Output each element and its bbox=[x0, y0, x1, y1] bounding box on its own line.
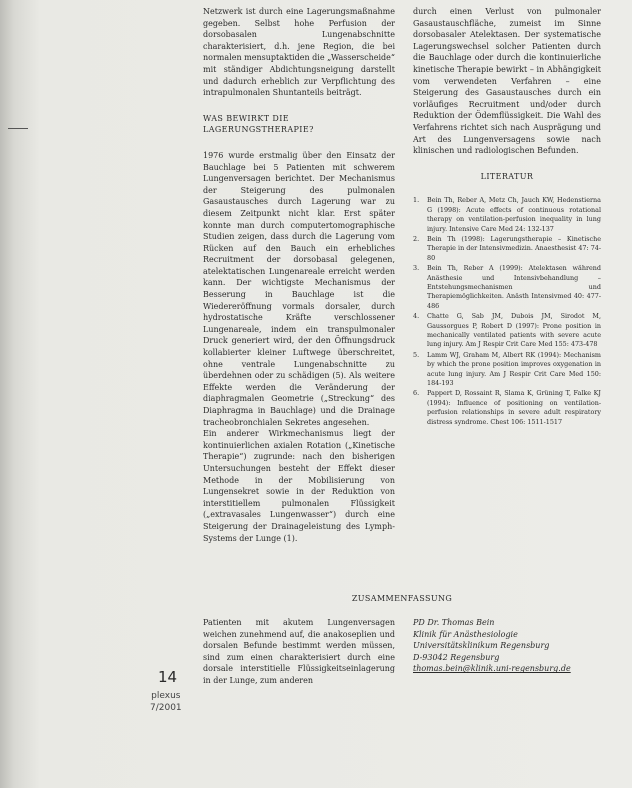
summary-heading: ZUSAMMENFASSUNG bbox=[351, 594, 453, 603]
reference-number: 5. bbox=[413, 350, 420, 359]
journal-footer bbox=[150, 690, 182, 714]
reference-list bbox=[413, 196, 601, 427]
reference-text: Lamm WJ, Graham M, Albert RK (1994): Mechanism by which the prone position improves oxygenation in acute lung injury. Am J Respir Crit Care Med 150: 184-193 bbox=[427, 350, 601, 388]
reference-number: 2. bbox=[413, 234, 420, 243]
author-address-line: Klinik für Anästhesiologie bbox=[413, 629, 518, 639]
gutter-mark bbox=[8, 128, 28, 129]
section-heading-lagerungstherapie: WAS BEWIRKT DIE LAGERUNGSTHERAPIE? bbox=[203, 113, 314, 135]
reference-text: Bein Th (1998): Lagerungstherapie – Kinetische Therapie in der Intensivmedizin. Anaesthesist 47: 74-80 bbox=[427, 234, 601, 262]
left-intro-paragraph: Netzwerk ist durch eine Lagerungsmaßnahme gegeben. Selbst hohe Perfusion der dorsobasalen Lungenabschnitte charakterisiert, d.h. jene Region, die bei normalen mensuptaktiden die „Wasserscheide“ mit ständiger Abdichtungsneigung darstellt und dadurch erheblich zur Verpflichtung des intrapulmonalen Shuntanteils beiträgt. bbox=[203, 7, 396, 98]
left-body-paragraph-2: Ein anderer Wirkmechanismus liegt der kontinuierlichen axialen Rotation („Kinetische Therapie“) zugrunde: nach den bisherigen Untersuchungen besteht der Effekt dieser Methode in der Mobilisierung von Lungensekret sowie in der Reduktion von interstitiellem pulmonalen Flüssigkeit („extravasales Lungenwasser“) durch eine Steigerung der Drainageleistung des Lymph-Systems der Lunge (1). bbox=[203, 429, 395, 543]
reference-item bbox=[413, 312, 601, 350]
reference-item bbox=[413, 235, 601, 263]
reference-text: Bein Th, Reber A (1999): Atelektasen während Anästhesie und Intensivbehandlung – Entstehungsmechanismen und Therapiemöglichkeiten. Anästh Intensivmed 40: 477-486 bbox=[427, 264, 601, 310]
right-column bbox=[413, 6, 601, 428]
reference-text: Pappert D, Rossaint R, Slama K, Grüning T, Falke KJ (1994): Influence of positioning on ventilation-perfusion relationships in severe adult respiratory distress syndrome. Chest 106: 1511-1517 bbox=[427, 389, 601, 426]
author-address-line: Universitätsklinikum Regensburg bbox=[413, 641, 550, 651]
reference-number: 6. bbox=[413, 389, 420, 398]
journal-issue: 7/2001 bbox=[150, 703, 182, 713]
reference-item bbox=[413, 351, 601, 389]
page-number: 14 bbox=[158, 668, 178, 686]
reference-number: 4. bbox=[413, 312, 420, 321]
author-address-line: D-93042 Regensburg bbox=[413, 652, 500, 662]
author-email[interactable]: thomas.bein@klinik.uni-regensburg.de bbox=[413, 664, 571, 674]
author-address-line: PD Dr. Thomas Bein bbox=[413, 618, 495, 627]
literature-heading: LITERATUR bbox=[480, 171, 534, 181]
summary-section bbox=[203, 594, 601, 687]
left-column bbox=[203, 6, 395, 544]
reference-number: 3. bbox=[413, 264, 420, 273]
summary-text: Patienten mit akutem Lungenversagen weichen zunehmend auf, die anakoseplien und dorsalen Befunde bestimmt werden müssen, sind zum einen charakterisiert durch eine dorsale interstitielle Flüssigkeitseinlagerung in der Lunge, zum anderen bbox=[203, 618, 395, 685]
journal-name: plexus bbox=[151, 691, 181, 701]
reference-item bbox=[413, 389, 601, 427]
reference-item bbox=[413, 264, 601, 311]
right-intro-paragraph: durch einen Verlust von pulmonaler Gasaustauschfläche, zumeist im Sinne dorsobasaler Atelektasen. Der systematische Lagerungswechsel solcher Patienten durch die Bauchlage oder durch die kontinuierliche kinetische Therapie bewirkt – in Abhängigkeit vom verwendeten Verfahren – eine Steigerung des Gasaustausches durch ein vorläufiges Recruitment und/oder durch Reduktion der Ödemflüssigkeit. Die Wahl des Verfahrens richtet sich nach Ausprägung und Art des Lungenversagens sowie nach klinischen und radiologischen Befunden. bbox=[413, 7, 601, 156]
reference-item bbox=[413, 196, 601, 234]
author-address-block bbox=[413, 617, 601, 687]
reference-text: Bein Th, Reber A, Metz Ch, Jauch KW, Hedenstierna G (1998): Acute effects of continuous rotational therapy on ventilation-perfusion inequality in lung injury. Intensive Care Med 24: 132-137 bbox=[427, 196, 601, 233]
reference-number: 1. bbox=[413, 196, 420, 205]
left-body-paragraph-1: 1976 wurde erstmalig über den Einsatz der Bauchlage bei 5 Patienten mit schwerem Lungenversagen berichtet. Der Mechanismus der Steigerung des pulmonalen Gasaustausches durch Lagerung war zu diesem Zeitpunkt nicht klar. Erst später konnte man durch computertomographische Studien zeigen, dass durch die Lagerung vom Rücken auf den Bauch ein erhebliches Recruitment der dorsobasal gelegenen, atelektatischen Lungenareale erreicht werden kann. Der wichtigste Mechanismus der Besserung in Bauchlage ist die Wiedereröffnung vormals dorsaler, durch hydrostatische Kräfte verschlossener Lungenareale, indem ein transpulmonaler Druck generiert wird, der den Öffnungsdruck kollabierter kleiner Luftwege überschreitet, ohne ventrale Lungenabschnitte zu überdehnen oder zu schädigen (5). Als weitere Effekte werden die Veränderung der diaphragmalen Geometrie („Streckung“ des Diaphragma in Bauchlage) und die Drainage tracheobronchialen Sekretes angesehen. bbox=[203, 150, 395, 427]
reference-text: Chatte G, Sab JM, Dubois JM, Sirodot M, Gaussorgues P, Robert D (1997): Prone position in mechanically ventilated patients with severe acute lung injury. Am J Respir Crit Care Med 155: 473-478 bbox=[427, 312, 601, 349]
